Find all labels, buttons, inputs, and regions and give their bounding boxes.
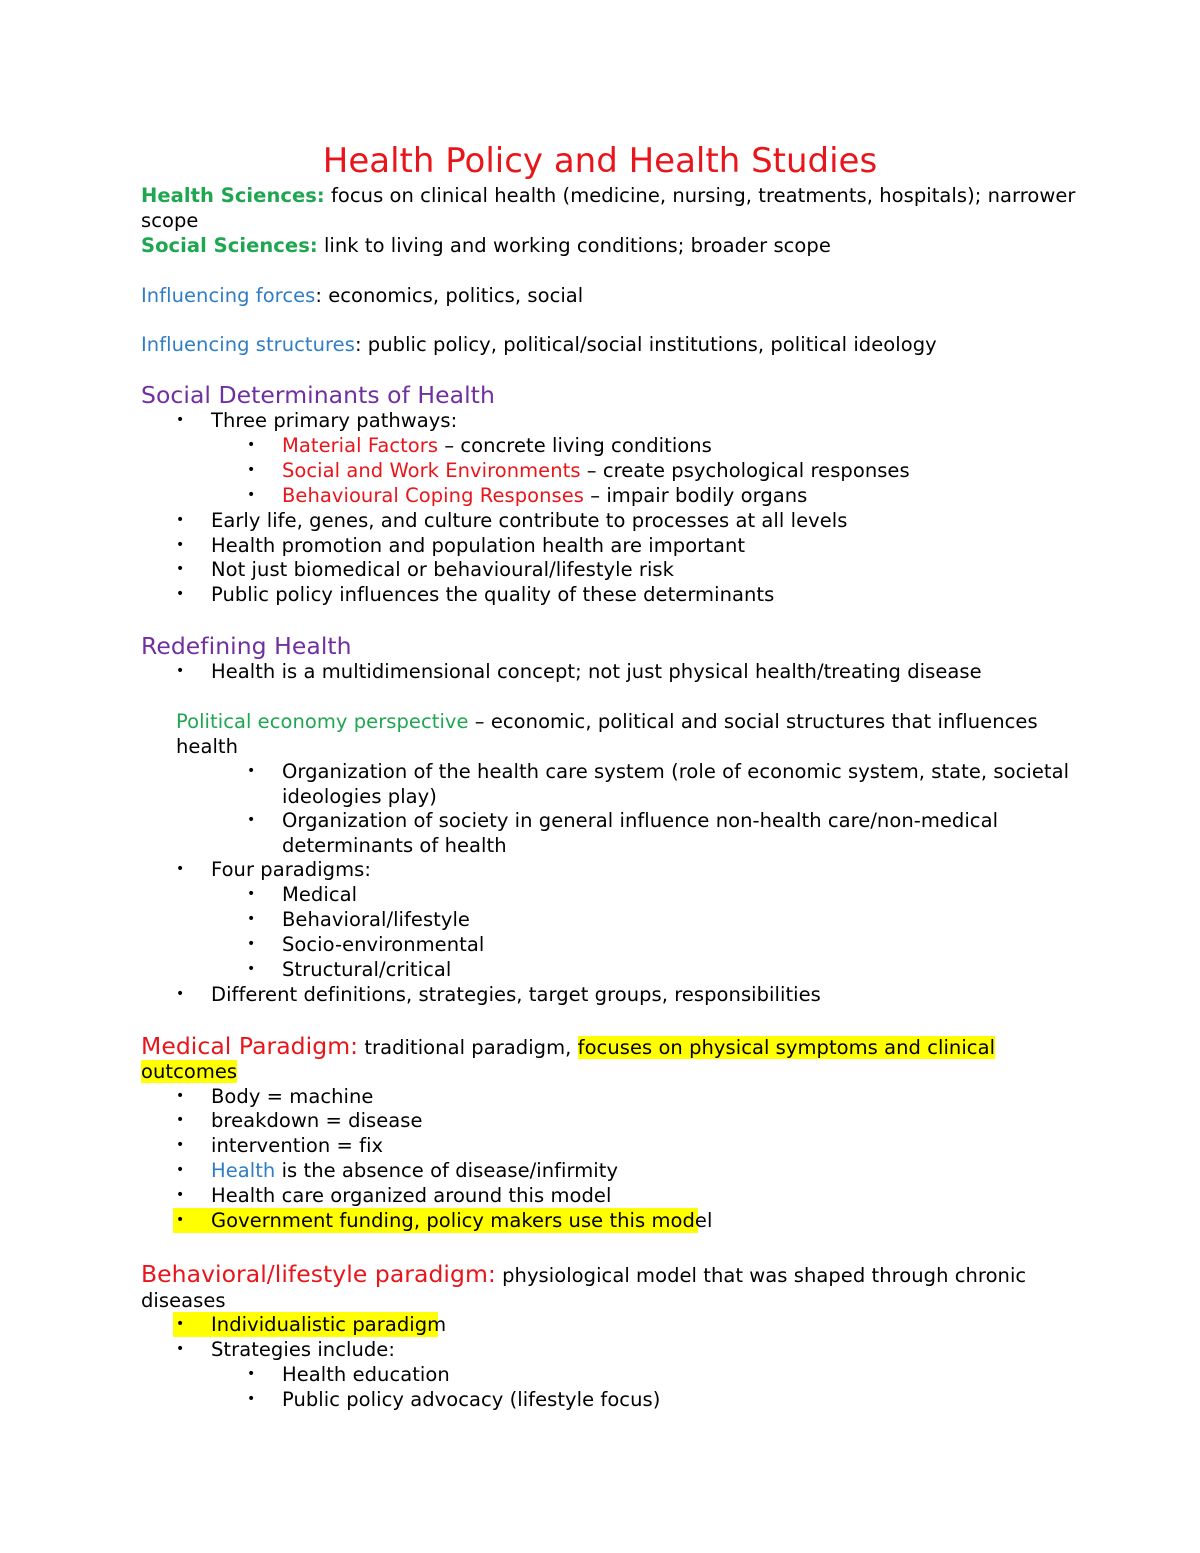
redefining-heading: Redefining Health [141,632,352,660]
bullet-icon: • [247,936,256,952]
bullet-icon: • [247,911,256,927]
health-sciences-text: focus on clinical health (medicine, nursing, treatments, hospitals); narrower [324,184,1076,207]
medical-point: breakdown = disease [211,1109,423,1132]
medical-point: Health care organized around this model [211,1184,612,1207]
bullet-icon: • [176,1341,185,1357]
pe-point-cont: ideologies play) [282,785,437,808]
medical-point: intervention = fix [211,1134,384,1157]
behavioral-heading-line [141,1259,1026,1291]
pathway-label: Behavioural Coping Responses [282,484,585,507]
political-economy-text: – economic, political and social structures that influences [468,710,1038,733]
bullet-icon: • [176,663,185,679]
sdh-point: Not just biomedical or behavioural/lifestyle risk [211,558,674,581]
pe-point: Organization of society in general influence non-health care/non-medical [282,809,999,832]
paradigms-intro: Four paradigms: [211,858,371,881]
health-sciences-label: Health Sciences: [141,184,325,207]
sdh-heading: Social Determinants of Health [141,381,495,409]
sdh-pathway-item [282,433,712,458]
political-economy-line [176,709,1038,734]
behavioral-heading: Behavioral/lifestyle paradigm: [141,1260,496,1288]
bullet-icon: • [176,586,185,602]
pathway-label: Social and Work Environments [282,459,581,482]
behavioral-cont: diseases [141,1289,226,1312]
sdh-point: Public policy influences the quality of these determinants [211,583,775,606]
behavioral-point-highlighted: Individualistic paradigm [211,1313,447,1336]
bullet-icon: • [176,1088,185,1104]
bullet-icon: • [247,961,256,977]
sdh-pathway-item [282,458,910,483]
bullet-icon: • [247,487,256,503]
bullet-icon: • [176,1137,185,1153]
health-sciences-cont: scope [141,209,199,232]
bullet-icon: • [247,886,256,902]
influencing-structures-label: Influencing structures [141,333,355,356]
strategy-item: Public policy advocacy (lifestyle focus) [282,1388,661,1411]
paradigm-item: Medical [282,883,358,906]
behavioral-point: Strategies include: [211,1338,395,1361]
pathway-text: – impair bodily organs [584,484,808,507]
political-economy-cont: health [176,735,239,758]
influencing-structures-line [141,332,937,357]
bullet-icon: • [176,1316,185,1332]
bullet-icon: • [176,861,185,877]
sdh-pathways-intro: Three primary pathways: [211,409,458,432]
paradigm-item: Socio-environmental [282,933,485,956]
sdh-pathway-item [282,483,807,508]
bullet-icon: • [176,986,185,1002]
page-title: Health Policy and Health Studies [322,141,878,181]
social-sciences-line [141,233,831,258]
medical-point [211,1158,618,1183]
medical-health-label: Health [211,1159,276,1182]
bullet-icon: • [176,1162,185,1178]
bullet-icon: • [247,462,256,478]
bullet-icon: • [247,1366,256,1382]
bullet-icon: • [247,812,256,828]
influencing-structures-text: : public policy, political/social institutions, political ideology [354,333,937,356]
bullet-icon: • [176,412,185,428]
pe-point-cont: determinants of health [282,834,507,857]
influencing-forces-text: : economics, politics, social [315,284,584,307]
pe-point: Organization of the health care system (role of economic system, state, societal [282,760,1070,783]
pathway-text: – create psychological responses [580,459,910,482]
political-economy-label: Political economy perspective [176,710,469,733]
bullet-icon: • [176,512,185,528]
bullet-icon: • [176,1112,185,1128]
redefining-last-point: Different definitions, strategies, target groups, responsibilities [211,983,821,1006]
health-sciences-line [141,183,1076,208]
bullet-icon: • [176,1187,185,1203]
redefining-point: Health is a multidimensional concept; not just physical health/treating disease [211,660,982,683]
bullet-icon: • [176,561,185,577]
bullet-icon: • [247,763,256,779]
medical-cont [141,1059,237,1084]
influencing-forces-line [141,283,583,308]
social-sciences-label: Social Sciences: [141,234,318,257]
bullet-icon: • [176,1212,185,1228]
social-sciences-text: link to living and working conditions; broader scope [317,234,831,257]
medical-heading-line [141,1031,995,1063]
medical-text: traditional paradigm, [358,1036,578,1059]
pathway-label: Material Factors [282,434,439,457]
pathway-text: – concrete living conditions [438,434,712,457]
medical-highlight-cont: outcomes [141,1060,238,1083]
sdh-point: Early life, genes, and culture contribute to processes at all levels [211,509,848,532]
strategy-item: Health education [282,1363,450,1386]
bullet-icon: • [247,437,256,453]
medical-health-text: is the absence of disease/infirmity [275,1159,619,1182]
behavioral-text: physiological model that was shaped through chronic [495,1264,1027,1287]
paradigm-item: Behavioral/lifestyle [282,908,470,931]
sdh-point: Health promotion and population health are important [211,534,746,557]
bullet-icon: • [247,1391,256,1407]
medical-highlight: focuses on physical symptoms and clinical [577,1036,996,1059]
influencing-forces-label: Influencing forces [141,284,316,307]
paradigm-item: Structural/critical [282,958,452,981]
medical-heading: Medical Paradigm: [141,1032,359,1060]
medical-point: Body = machine [211,1085,374,1108]
bullet-icon: • [176,537,185,553]
medical-point-highlighted: Government funding, policy makers use this model [211,1209,713,1232]
